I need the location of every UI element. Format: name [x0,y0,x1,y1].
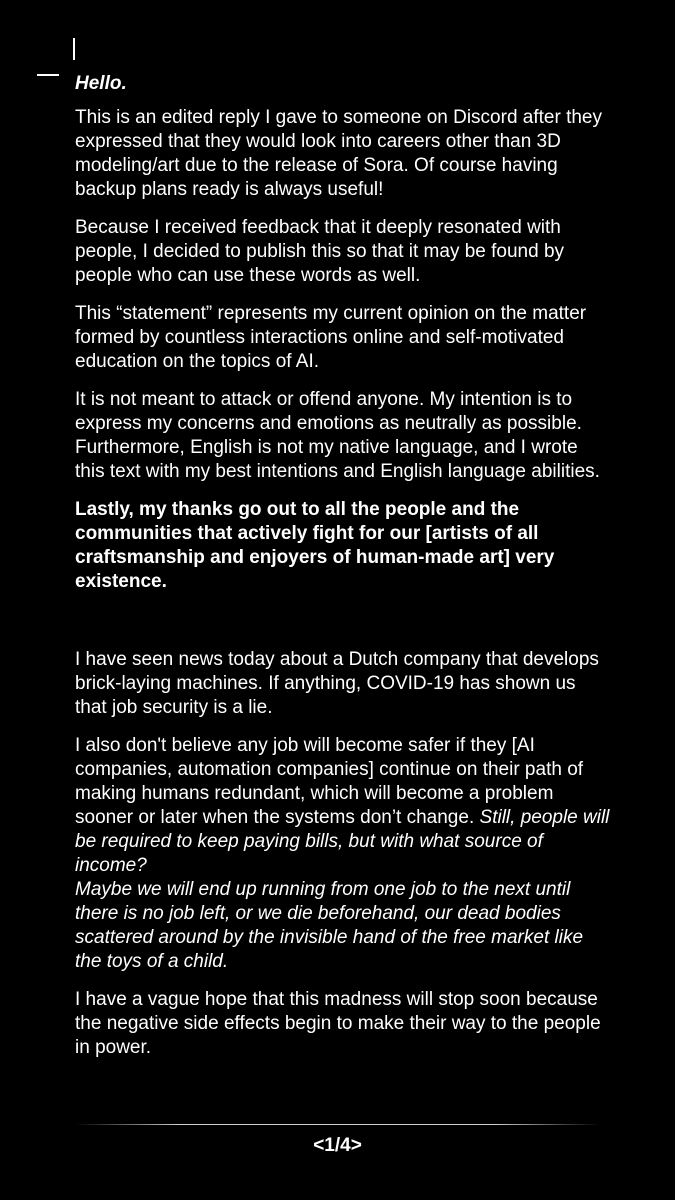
paragraph-publish-reason: Because I received feedback that it deeply resonated with people, I decided to publish this so that it may be found by people who can use these words as well. [75,217,565,286]
paragraph-news: I have seen news today about a Dutch company that develops brick-laying machines. If anything, COVID-19 has shown us that job security is a lie. [75,649,599,718]
dash-marker [37,74,59,76]
job-safety-italic-1: Still, people will be required to keep paying bills, but with what source of income? [75,807,610,876]
greeting: Hello. [75,73,127,94]
job-safety-italic-2: Maybe we will end up running from one job to the next until there is no job left, or we die beforehand, our dead bodies scattered around by the invisible hand of the free market like the toys of a child. [75,879,584,972]
section-spacer [75,608,610,648]
paragraph-thanks: Lastly, my thanks go out to all the people and the communities that actively fight for our [artists of all craftsmanship and enjoyers of human-made art] very existence. [75,499,555,592]
paragraph-intro: This is an edited reply I gave to someone on Discord after they expressed that they would look into careers other than 3D modeling/art due to the release of Sora. Of course having backup plans ready is always useful! [75,107,602,200]
paragraph-hope: I have a vague hope that this madness will stop soon because the negative side effects begin to make their way to the people in power. [75,989,601,1058]
paragraph-job-safety [75,734,610,974]
paragraph-statement: This “statement” represents my current opinion on the matter formed by countless interactions online and self-motivated education on the topics of AI. [75,303,587,372]
text-cursor [73,38,75,60]
job-safety-text: I also don't believe any job will become safer if they [AI companies, automation companies] continue on their path of making humans redundant, which will become a problem sooner or later when the systems don’t change. [75,735,584,828]
footer-divider [75,1124,600,1125]
paragraph-intention: It is not meant to attack or offend anyone. My intention is to express my concerns and emotions as neutrally as possible. Furthermore, English is not my native language, and I wrote this text with my best intentions and English language abilities. [75,389,600,482]
post-body [75,72,610,1074]
page-indicator[interactable]: <1/4> [313,1135,362,1156]
